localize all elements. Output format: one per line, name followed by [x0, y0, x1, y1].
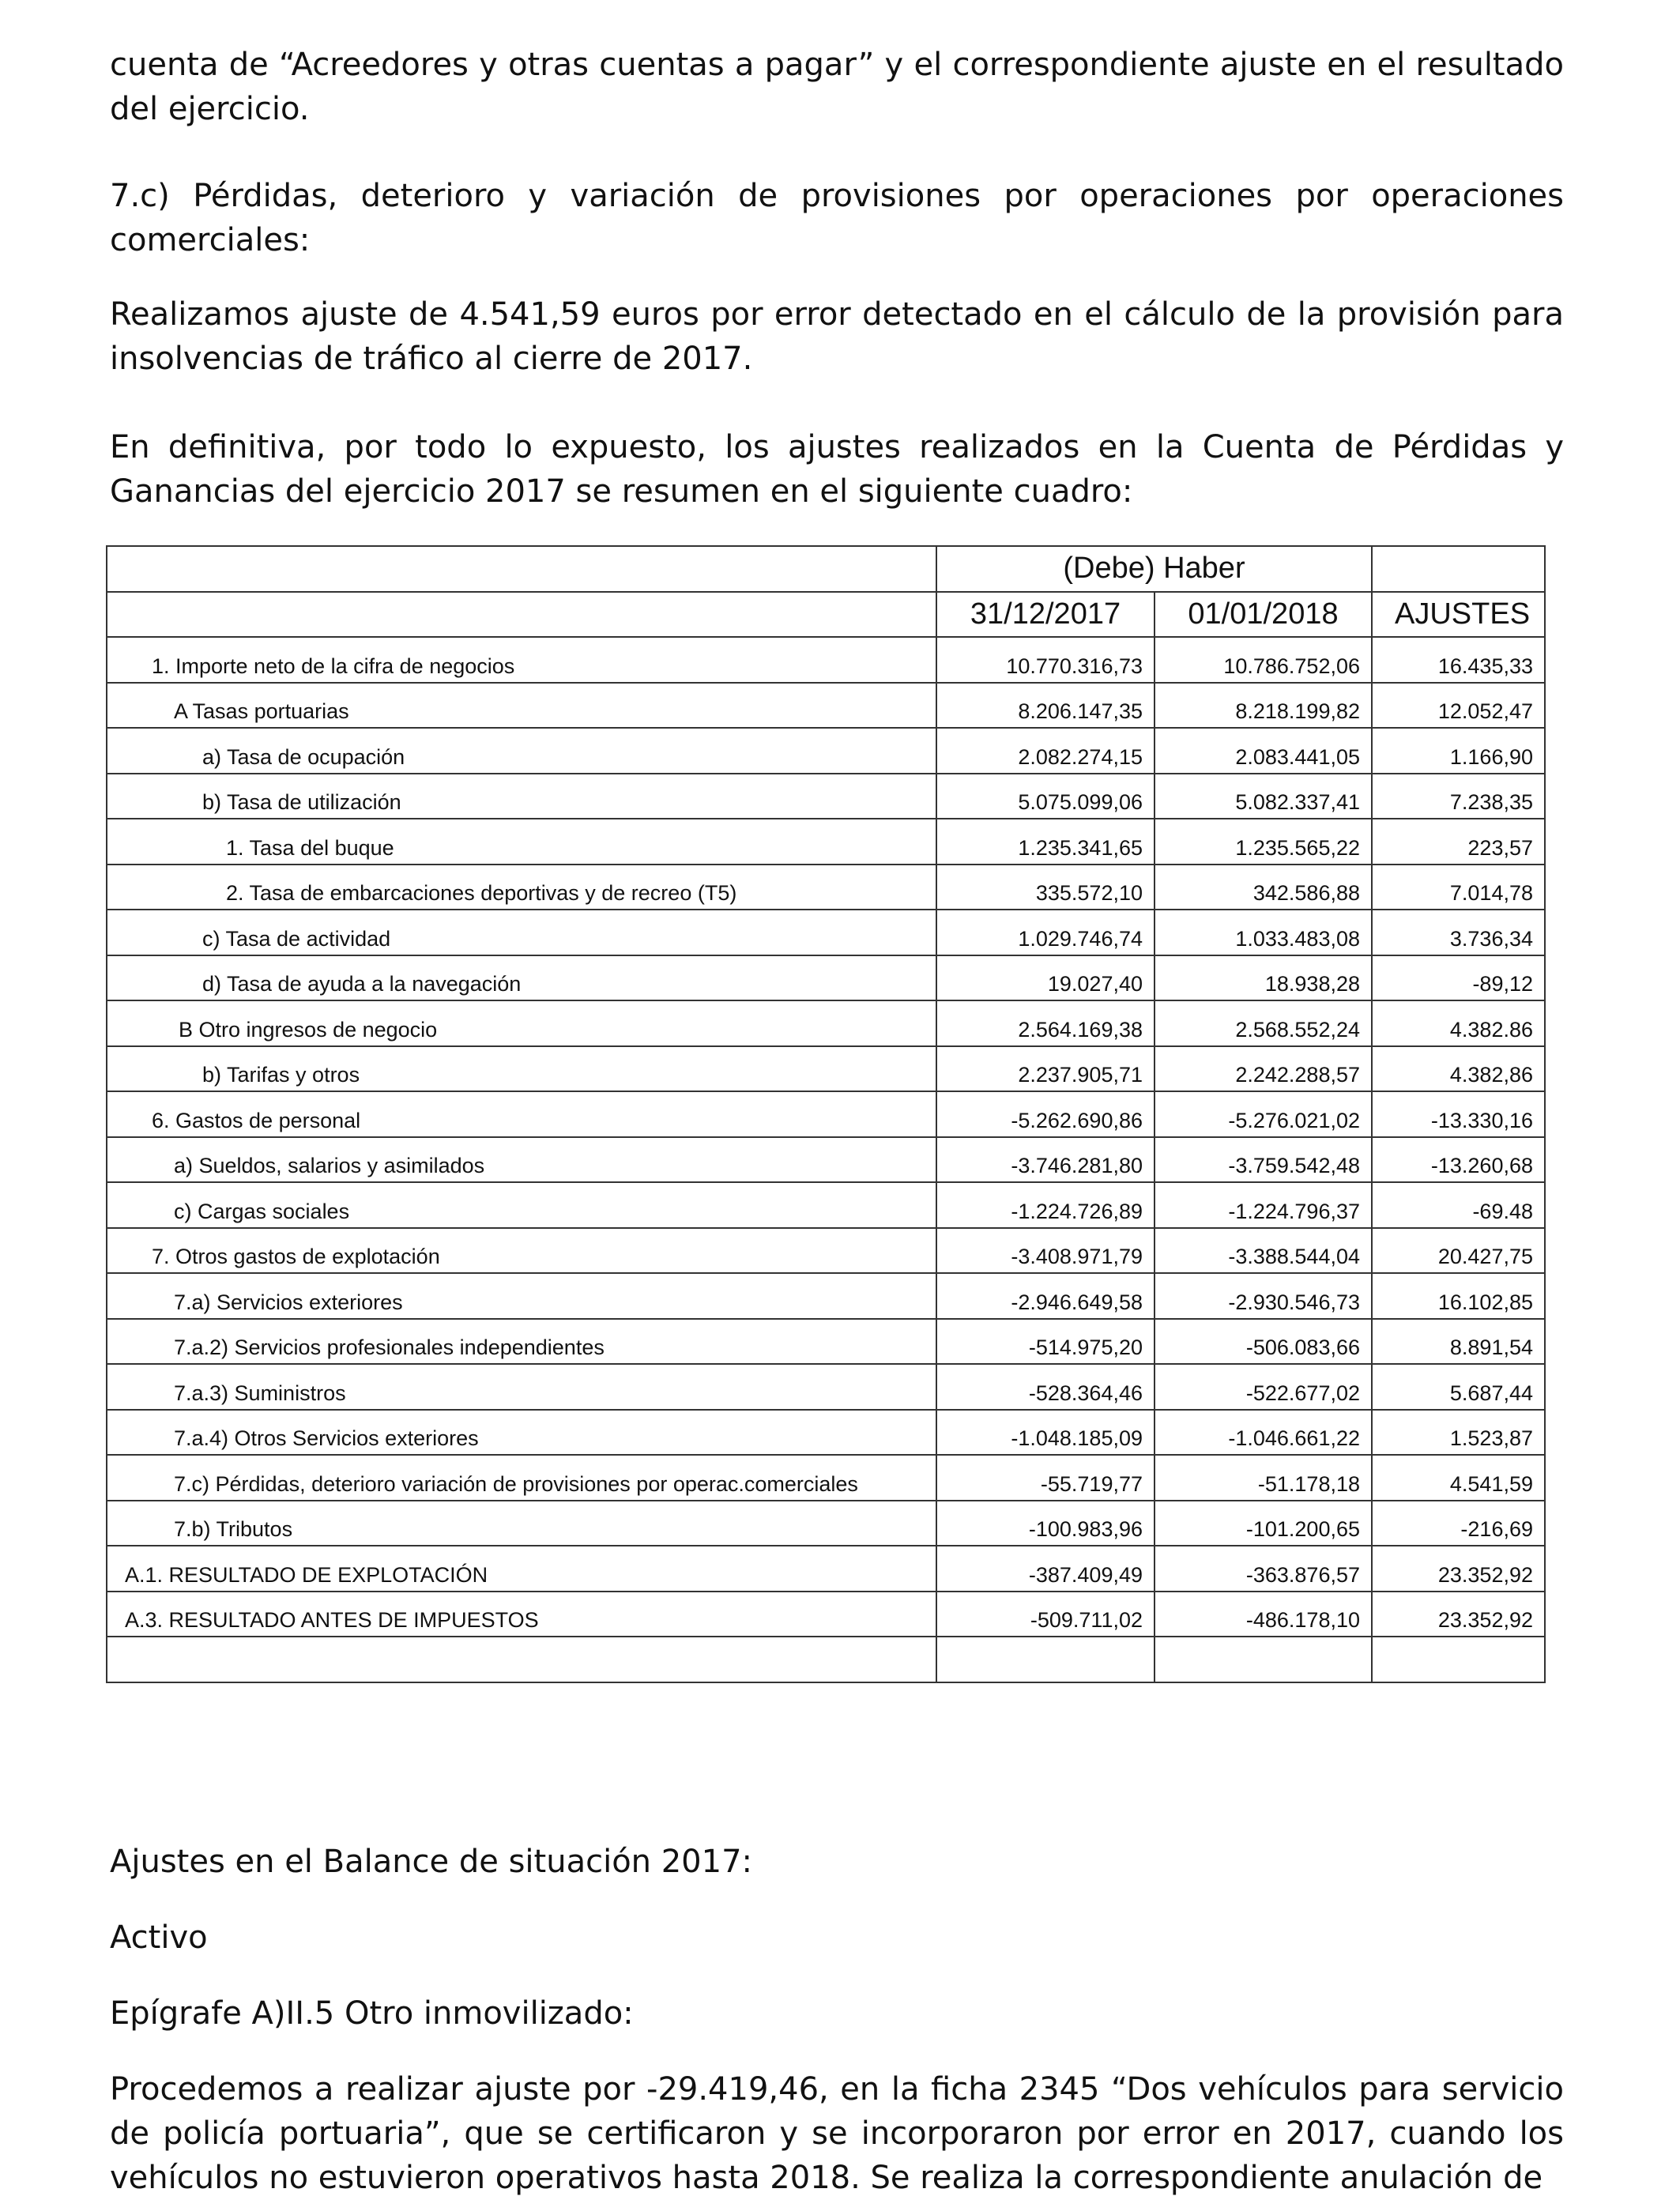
- header-debe-haber: (Debe) Haber: [936, 546, 1372, 592]
- row-value-2018: 1.235.565,22: [1155, 819, 1372, 865]
- row-value-2018: 18.938,28: [1155, 955, 1372, 1001]
- table-row: [107, 1319, 1545, 1365]
- row-label: 7.a) Servicios exteriores: [107, 1273, 936, 1319]
- row-value-2018: 8.218.199,82: [1155, 683, 1372, 729]
- row-label: b) Tasa de utilización: [107, 774, 936, 819]
- row-value-2018: -3.759.542,48: [1155, 1137, 1372, 1183]
- row-value-2017: -3.746.281,80: [936, 1137, 1155, 1183]
- table-row: [107, 819, 1545, 865]
- row-value-2018: 342.586,88: [1155, 865, 1372, 910]
- table-empty-row: [107, 1637, 1545, 1682]
- table-row: [107, 637, 1545, 683]
- row-label: c) Tasa de actividad: [107, 910, 936, 955]
- paragraph-accounts-payable: cuenta de “Acreedores y otras cuentas a pagar” y el correspondiente ajuste en el resultado del ejercicio.: [110, 47, 1564, 127]
- row-value-2017: -55.719,77: [936, 1455, 1155, 1501]
- row-value-2017: -3.408.971,79: [936, 1228, 1155, 1274]
- row-value-2017: -5.262.690,86: [936, 1091, 1155, 1137]
- row-label: b) Tarifas y otros: [107, 1046, 936, 1092]
- row-value-2017: -1.224.726,89: [936, 1182, 1155, 1228]
- row-label: A.3. RESULTADO ANTES DE IMPUESTOS: [107, 1592, 936, 1637]
- row-label: B Otro ingresos de negocio: [107, 1000, 936, 1046]
- row-label: 1. Tasa del buque: [107, 819, 936, 865]
- row-value-2017: 335.572,10: [936, 865, 1155, 910]
- row-label: 7.c) Pérdidas, deterioro variación de provisiones por operac.comerciales: [107, 1455, 936, 1501]
- table-row: [107, 774, 1545, 819]
- row-value-2018: 2.242.288,57: [1155, 1046, 1372, 1092]
- row-label: c) Cargas sociales: [107, 1182, 936, 1228]
- row-label: A Tasas portuarias: [107, 683, 936, 729]
- table-row: [107, 728, 1545, 774]
- row-label: 7.b) Tributos: [107, 1501, 936, 1546]
- table-row: [107, 1273, 1545, 1319]
- table-row: [107, 683, 1545, 729]
- row-value-2018: 10.786.752,06: [1155, 637, 1372, 683]
- row-value-adjustment: 7.238,35: [1372, 774, 1545, 819]
- row-value-2018: -101.200,65: [1155, 1501, 1372, 1546]
- table-row: [107, 1182, 1545, 1228]
- adjustments-table: [106, 545, 1546, 1683]
- table-row: [107, 910, 1545, 955]
- empty-cell: [107, 1637, 936, 1682]
- row-value-2018: -1.224.796,37: [1155, 1182, 1372, 1228]
- row-label: 2. Tasa de embarcaciones deportivas y de recreo (T5): [107, 865, 936, 910]
- row-value-2018: 2.568.552,24: [1155, 1000, 1372, 1046]
- row-value-adjustment: 23.352,92: [1372, 1592, 1545, 1637]
- row-value-2018: 5.082.337,41: [1155, 774, 1372, 819]
- table-row: [107, 1228, 1545, 1274]
- row-value-2018: -3.388.544,04: [1155, 1228, 1372, 1274]
- row-value-2017: -2.946.649,58: [936, 1273, 1155, 1319]
- row-value-2018: -1.046.661,22: [1155, 1410, 1372, 1456]
- row-value-2018: -486.178,10: [1155, 1592, 1372, 1637]
- table-row: [107, 1091, 1545, 1137]
- table-row: [107, 955, 1545, 1001]
- row-value-adjustment: 7.014,78: [1372, 865, 1545, 910]
- row-label: A.1. RESULTADO DE EXPLOTACIÓN: [107, 1546, 936, 1592]
- row-value-adjustment: 1.523,87: [1372, 1410, 1545, 1456]
- row-value-2018: -363.876,57: [1155, 1546, 1372, 1592]
- row-value-2017: 10.770.316,73: [936, 637, 1155, 683]
- table-row: [107, 1046, 1545, 1092]
- row-value-adjustment: 16.435,33: [1372, 637, 1545, 683]
- row-value-adjustment: -69.48: [1372, 1182, 1545, 1228]
- row-label: 1. Importe neto de la cifra de negocios: [107, 637, 936, 683]
- row-value-adjustment: 12.052,47: [1372, 683, 1545, 729]
- paragraph-vehicles-adjustment: Procedemos a realizar ajuste por -29.419,46, en la ficha 2345 “Dos vehículos para servicio de policía portuaria”, que se certificaron y se incorporaron por error en 2017, cuando los vehículos no estuvieron operativos hasta 2018. Se realiza la correspondiente anulación de: [110, 2071, 1564, 2196]
- table-row: [107, 1410, 1545, 1456]
- row-value-2017: -514.975,20: [936, 1319, 1155, 1365]
- row-label: 6. Gastos de personal: [107, 1091, 936, 1137]
- empty-cell: [1372, 1637, 1545, 1682]
- row-value-adjustment: -13.260,68: [1372, 1137, 1545, 1183]
- table-header-row-group: [107, 546, 1545, 592]
- row-value-2018: -2.930.546,73: [1155, 1273, 1372, 1319]
- table-row: [107, 1000, 1545, 1046]
- row-value-2017: -100.983,96: [936, 1501, 1155, 1546]
- heading-activo: Activo: [110, 1919, 208, 1956]
- row-label: 7.a.2) Servicios profesionales independientes: [107, 1319, 936, 1365]
- table-header-row-dates: [107, 592, 1545, 638]
- row-value-2017: 2.237.905,71: [936, 1046, 1155, 1092]
- row-label: d) Tasa de ayuda a la navegación: [107, 955, 936, 1001]
- header-col-ajustes: AJUSTES: [1372, 592, 1545, 638]
- row-value-2017: 1.029.746,74: [936, 910, 1155, 955]
- header-col-2017: 31/12/2017: [936, 592, 1155, 638]
- table-row: [107, 1137, 1545, 1183]
- heading-epigrafe: Epígrafe A)II.5 Otro inmovilizado:: [110, 1995, 634, 2032]
- row-value-adjustment: 4.382,86: [1372, 1046, 1545, 1092]
- row-value-2017: 2.082.274,15: [936, 728, 1155, 774]
- heading-7c-provisions: 7.c) Pérdidas, deterioro y variación de provisiones por operaciones por operaciones comerciales:: [110, 178, 1564, 258]
- header-empty-cell: [107, 546, 936, 592]
- row-value-2017: 19.027,40: [936, 955, 1155, 1001]
- row-value-2018: 1.033.483,08: [1155, 910, 1372, 955]
- row-value-adjustment: 3.736,34: [1372, 910, 1545, 955]
- row-value-adjustment: 16.102,85: [1372, 1273, 1545, 1319]
- row-value-2018: 2.083.441,05: [1155, 728, 1372, 774]
- row-label: a) Sueldos, salarios y asimilados: [107, 1137, 936, 1183]
- table-row: [107, 1592, 1545, 1637]
- row-value-2017: -528.364,46: [936, 1364, 1155, 1410]
- row-value-adjustment: 23.352,92: [1372, 1546, 1545, 1592]
- empty-cell: [1155, 1637, 1372, 1682]
- paragraph-provision-adjustment: Realizamos ajuste de 4.541,59 euros por error detectado en el cálculo de la provisión para insolvencias de tráfico al cierre de 2017.: [110, 296, 1564, 377]
- empty-cell: [936, 1637, 1155, 1682]
- row-value-2018: -5.276.021,02: [1155, 1091, 1372, 1137]
- paragraph-summary-intro: En definitiva, por todo lo expuesto, los ajustes realizados en la Cuenta de Pérdidas y Ganancias del ejercicio 2017 se resumen en el siguiente cuadro:: [110, 429, 1564, 510]
- header-col-2018: 01/01/2018: [1155, 592, 1372, 638]
- row-value-2017: 5.075.099,06: [936, 774, 1155, 819]
- header-empty-cell: [1372, 546, 1545, 592]
- row-value-2018: -506.083,66: [1155, 1319, 1372, 1365]
- table-row: [107, 1546, 1545, 1592]
- row-value-adjustment: -216,69: [1372, 1501, 1545, 1546]
- row-value-adjustment: 8.891,54: [1372, 1319, 1545, 1365]
- row-value-2017: 2.564.169,38: [936, 1000, 1155, 1046]
- table-row: [107, 865, 1545, 910]
- row-value-2017: -1.048.185,09: [936, 1410, 1155, 1456]
- row-value-2018: -51.178,18: [1155, 1455, 1372, 1501]
- heading-balance-adjustments: Ajustes en el Balance de situación 2017:: [110, 1844, 753, 1880]
- row-label: a) Tasa de ocupación: [107, 728, 936, 774]
- row-value-adjustment: 1.166,90: [1372, 728, 1545, 774]
- row-value-2018: -522.677,02: [1155, 1364, 1372, 1410]
- row-value-adjustment: 20.427,75: [1372, 1228, 1545, 1274]
- table-row: [107, 1501, 1545, 1546]
- row-value-adjustment: 223,57: [1372, 819, 1545, 865]
- row-value-adjustment: -13.330,16: [1372, 1091, 1545, 1137]
- row-value-adjustment: 4.382.86: [1372, 1000, 1545, 1046]
- row-value-2017: -509.711,02: [936, 1592, 1155, 1637]
- table-row: [107, 1364, 1545, 1410]
- row-value-adjustment: -89,12: [1372, 955, 1545, 1001]
- row-value-adjustment: 4.541,59: [1372, 1455, 1545, 1501]
- table-row: [107, 1455, 1545, 1501]
- row-label: 7.a.3) Suministros: [107, 1364, 936, 1410]
- row-value-2017: 8.206.147,35: [936, 683, 1155, 729]
- row-label: 7. Otros gastos de explotación: [107, 1228, 936, 1274]
- row-value-2017: -387.409,49: [936, 1546, 1155, 1592]
- header-empty-cell: [107, 592, 936, 638]
- row-label: 7.a.4) Otros Servicios exteriores: [107, 1410, 936, 1456]
- row-value-2017: 1.235.341,65: [936, 819, 1155, 865]
- row-value-adjustment: 5.687,44: [1372, 1364, 1545, 1410]
